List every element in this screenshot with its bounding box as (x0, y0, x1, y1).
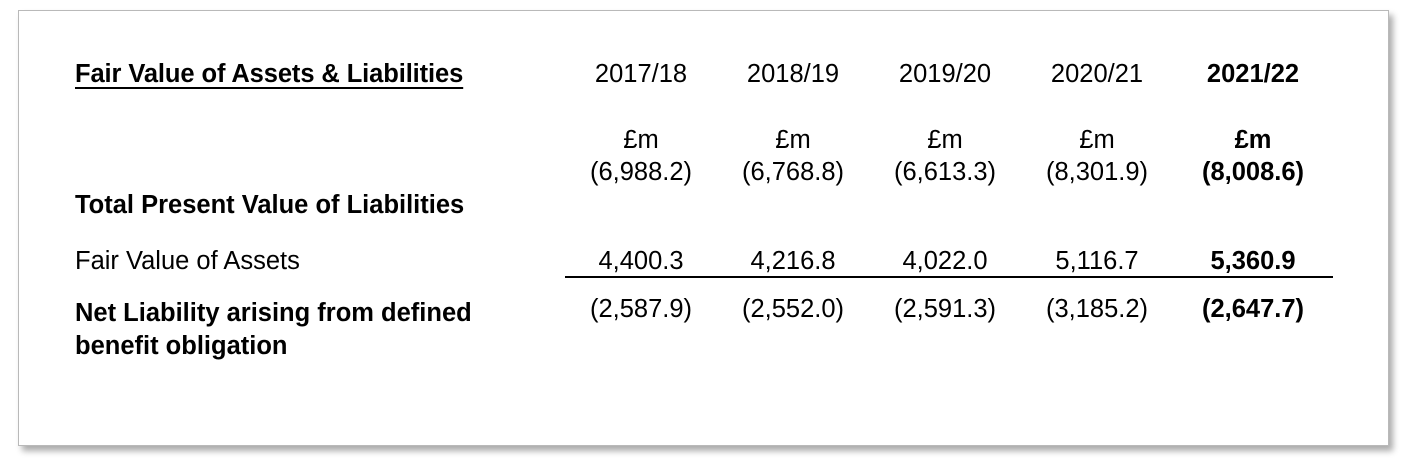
row-label-liabilities: Total Present Value of Liabilities (75, 191, 465, 220)
cell-assets-2017-18: 4,400.3 (598, 247, 684, 276)
unit-year-2: £m (775, 126, 811, 155)
cell-net-liability-2020-21: (3,185.2) (1021, 277, 1173, 363)
cell-assets-2021-22: 5,360.9 (1210, 247, 1296, 276)
column-header-year-1: 2017/18 (594, 60, 688, 88)
units-row (75, 125, 1333, 157)
cell-liabilities-2021-22: (8,008.6) (1201, 158, 1305, 187)
column-header-year-4: 2020/21 (1050, 60, 1144, 88)
table-row-fair-value-of-assets (75, 220, 1333, 277)
unit-year-1: £m (623, 126, 659, 155)
table-title-cell (75, 59, 565, 125)
table-row-total-present-value-of-liabilities (75, 157, 1333, 220)
cell-net-liability-2018-19: (2,552.0) (717, 277, 869, 363)
unit-year-5: £m (1234, 126, 1272, 155)
column-header-year-2: 2018/19 (746, 60, 840, 88)
fair-value-table (75, 59, 1333, 364)
cell-liabilities-2018-19: (6,768.8) (741, 158, 845, 187)
unit-year-3: £m (927, 126, 963, 155)
cell-liabilities-2019-20: (6,613.3) (893, 158, 997, 187)
column-header-year-5: 2021/22 (1206, 60, 1300, 88)
table-header-row (75, 59, 1333, 125)
units-row-label-spacer (75, 125, 565, 157)
column-header-year-3: 2019/20 (898, 60, 992, 88)
cell-net-liability-2019-20: (2,591.3) (869, 277, 1021, 363)
cell-assets-2020-21: 5,116.7 (1055, 247, 1139, 276)
cell-assets-2018-19: 4,216.8 (750, 247, 836, 276)
row-label-assets: Fair Value of Assets (75, 247, 300, 276)
table-card (18, 10, 1389, 446)
cell-liabilities-2017-18: (6,988.2) (589, 158, 693, 187)
cell-net-liability-2021-22: (2,647.7) (1173, 277, 1333, 363)
table-title: Fair Value of Assets & Liabilities (75, 60, 464, 88)
cell-assets-2019-20: 4,022.0 (902, 247, 988, 276)
table-row-net-liability (75, 277, 1333, 363)
unit-year-4: £m (1079, 126, 1115, 155)
cell-net-liability-2017-18: (2,587.9) (565, 277, 717, 363)
cell-liabilities-2020-21: (8,301.9) (1045, 158, 1149, 187)
row-label-net-liability: Net Liability arising from defined benefit obligation (75, 299, 472, 361)
